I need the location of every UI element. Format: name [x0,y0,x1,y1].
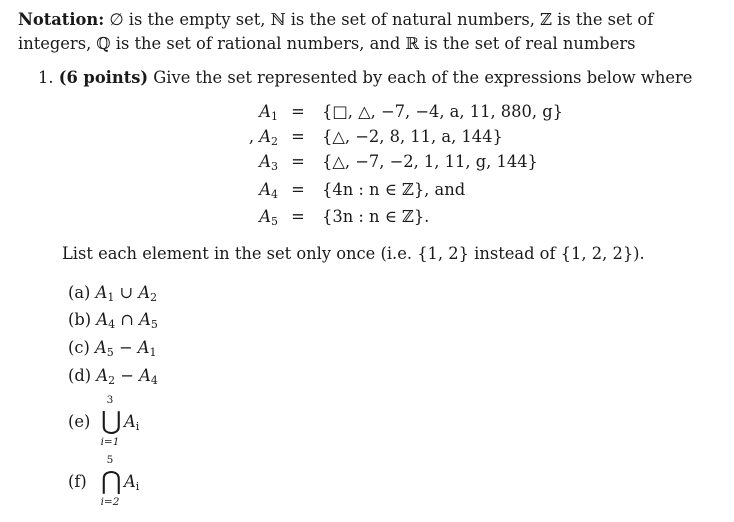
lower-limit: i=1 [100,436,120,448]
set-value [322,180,465,199]
operand-var: A [124,472,136,491]
part-left-index: 1 [107,291,115,304]
set-name [259,180,278,201]
part-label: (c) [68,338,95,357]
part-label: (e) [68,412,91,431]
part-label: (b) [68,310,97,329]
set-var: A [259,152,271,171]
set-var: A [259,180,271,199]
operand [124,472,139,493]
part-right-var: A [139,310,151,329]
set-index: 4 [271,188,278,201]
set-name [249,127,278,148]
notation-label: Notation: [18,10,105,29]
part-left-var: A [95,338,107,357]
operand [124,412,139,433]
upper-limit: 3 [106,394,114,406]
set-value [322,152,538,171]
notation-paragraph [18,8,723,56]
equals-sign: = [291,127,305,146]
set-name [259,207,278,228]
set-value [322,127,503,146]
upper-limit: 5 [106,454,114,466]
part-operator: − [113,338,138,357]
set-index: 1 [271,110,278,123]
part-operator: ∩ [115,310,140,329]
part-right-var: A [137,338,150,357]
question-part [68,338,157,359]
set-var: A [259,102,271,121]
equals-sign: = [291,180,305,199]
part-left-index: 2 [108,374,116,387]
equals-sign: = [291,102,305,121]
set-elements: {4n : n ∈ ℤ}, [322,180,430,199]
set-definition-row [0,127,734,153]
part-right-index: 2 [150,291,158,304]
problem-number: 1. [38,68,54,87]
problem-text: Give the set represented by each of the expressions below where [153,68,693,87]
part-right-index: 5 [150,318,158,331]
set-definition-row [0,180,734,206]
part-left-index: 4 [108,318,116,331]
part-operator: − [115,366,140,385]
set-var: A [259,207,271,226]
set-elements: {△, −7, −2, 1, 11, g, 144} [322,152,538,171]
operand-var: A [124,412,136,431]
equals-sign: = [291,152,305,171]
big-operator-symbol: ⋂ [101,466,122,495]
set-value [322,207,429,226]
set-definition-row [0,102,734,128]
problem-points: (6 points) [58,68,149,87]
part-left-var: A [95,283,108,302]
set-elements: {3n : n ∈ ℤ}. [322,207,430,226]
set-elements: {△, −2, 8, 11, a, 144} [322,127,503,146]
problem-statement [38,68,692,87]
part-label: (a) [68,283,96,302]
set-index: 3 [271,160,278,173]
big-operator-symbol: ⋃ [101,406,122,435]
set-prefix: , [248,127,260,146]
operand-index: i [135,480,140,493]
part-right-var: A [139,366,151,385]
lower-limit: i=2 [100,496,120,508]
part-left-var: A [96,310,109,329]
instruction-note: List each element in the set only once (i.e. {1, 2} instead of {1, 2, 2}). [62,244,645,263]
notation-text: ∅ is the empty set, ℕ is the set of natural numbers, ℤ is the set of integers, ℚ is the set of rational numbers, and ℝ is the set of real numbers [18,10,654,53]
set-value [322,102,563,121]
set-connector: and [429,180,466,199]
part-label: (d) [68,366,97,385]
part-operator: ∪ [114,283,139,302]
operand-index: i [135,420,140,433]
part-label: (f) [68,472,87,491]
part-right-index: 4 [150,374,158,387]
part-left-var: A [96,366,109,385]
set-definition-row [0,207,734,233]
question-part [68,283,157,304]
set-index: 2 [271,135,278,148]
part-left-index: 5 [106,346,114,359]
set-index: 5 [271,215,278,228]
set-name [259,102,278,123]
part-right-index: 1 [149,346,157,359]
question-part [68,366,158,387]
part-right-var: A [138,283,151,302]
set-name [259,152,278,173]
equals-sign: = [291,207,305,226]
question-part [68,310,158,331]
set-elements: {□, △, −7, −4, a, 11, 880, g} [322,102,563,121]
set-var: A [259,127,271,146]
set-definition-row [0,152,734,178]
